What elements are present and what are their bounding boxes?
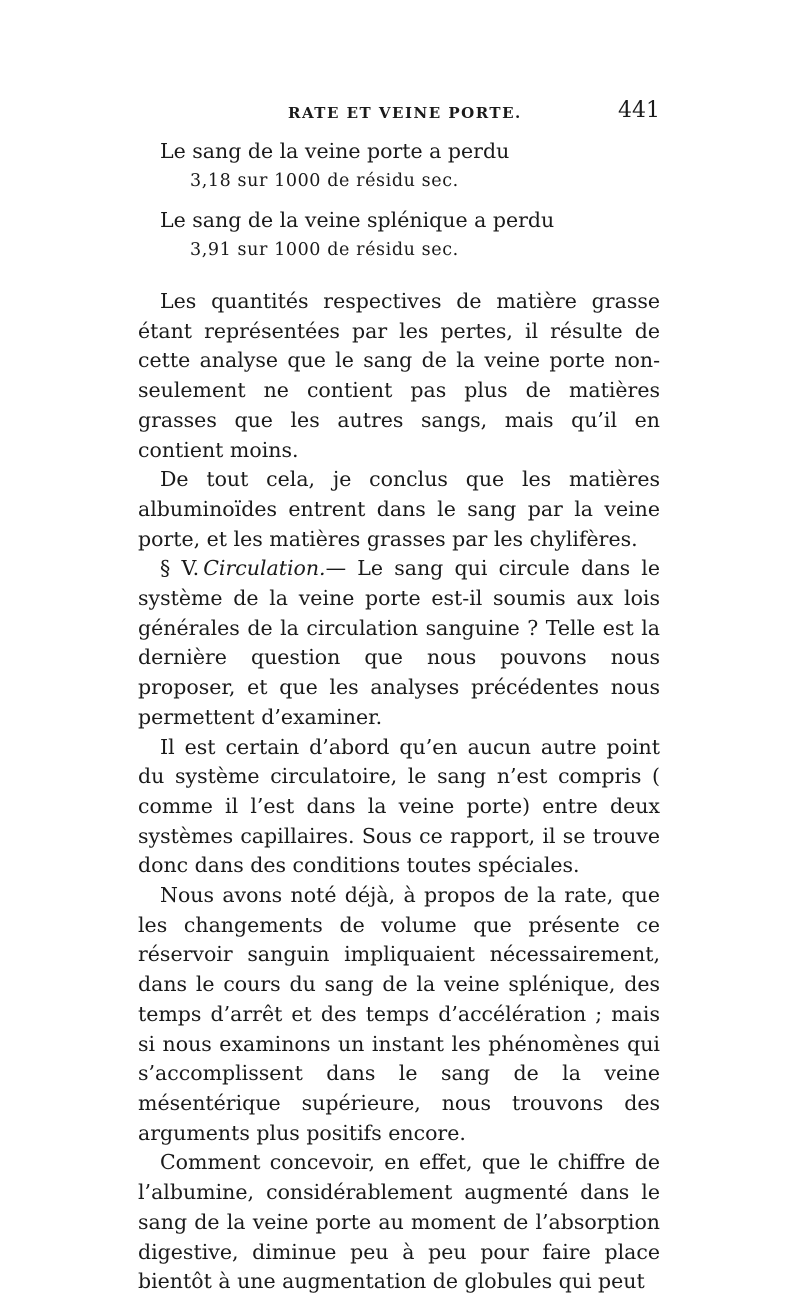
- results-block: [138, 137, 660, 266]
- result-value: 3,91 sur 1000 de résidu sec.: [190, 240, 459, 261]
- result-statement: Le sang de la veine splénique a perdu: [160, 208, 555, 233]
- body-text: [138, 287, 660, 1297]
- section-sign: § V.: [160, 556, 200, 581]
- page-number: 441: [618, 98, 660, 123]
- paragraph: De tout cela, je conclus que les matières albuminoïdes entrent dans le sang par la veine porte, et les matières grasses par les chylifères.: [138, 467, 660, 551]
- paragraph-text: — Le sang qui circule dans le système de la veine porte est-il soumis aux lois générales de la circulation sanguine ? Telle est la dernière question que nous pouvons nous proposer, et que les analyses précédentes nous permettent d’examiner.: [138, 556, 660, 729]
- paragraph: Il est certain d’abord qu’en aucun autre point du système circulatoire, le sang n’est compris ( comme il l’est dans la veine porte) entre deux systèmes capillaires. Sous ce rapport, il se trouve donc dans des conditions toutes spéciales.: [138, 734, 660, 878]
- section-title: Circulation.: [203, 556, 326, 581]
- page-header: [138, 98, 660, 128]
- result-statement: Le sang de la veine porte a perdu: [160, 139, 510, 163]
- paragraph: Nous avons noté déjà, à propos de la rate, que les changements de volume que présente ce réservoir sanguin impliquaient nécessairement, dans le cours du sang de la veine splénique, des temps d’arrêt et des temps d’accélération ; mais si nous examinons un instant les phénomènes qui s’accomplissent dans le sang de la veine mésentérique supérieure, nous trouvons des arguments plus positifs encore.: [138, 883, 660, 1145]
- paragraph: Les quantités respectives de matière grasse étant représentées par les pertes, il résulte de cette analyse que le sang de la veine porte non-seulement ne contient pas plus de matières grasses que les autres sangs, mais qu’il en contient moins.: [138, 289, 660, 462]
- running-title: RATE ET VEINE PORTE.: [288, 104, 522, 122]
- paragraph: Comment concevoir, en effet, que le chiffre de l’albumine, considérablement augmenté dans le sang de la veine porte au moment de l’absorption digestive, diminue peu à peu pour faire place bientôt à une augmentation de globules qui peut: [138, 1150, 660, 1294]
- result-value: 3,18 sur 1000 de résidu sec.: [190, 170, 459, 191]
- section-paragraph: [138, 554, 660, 732]
